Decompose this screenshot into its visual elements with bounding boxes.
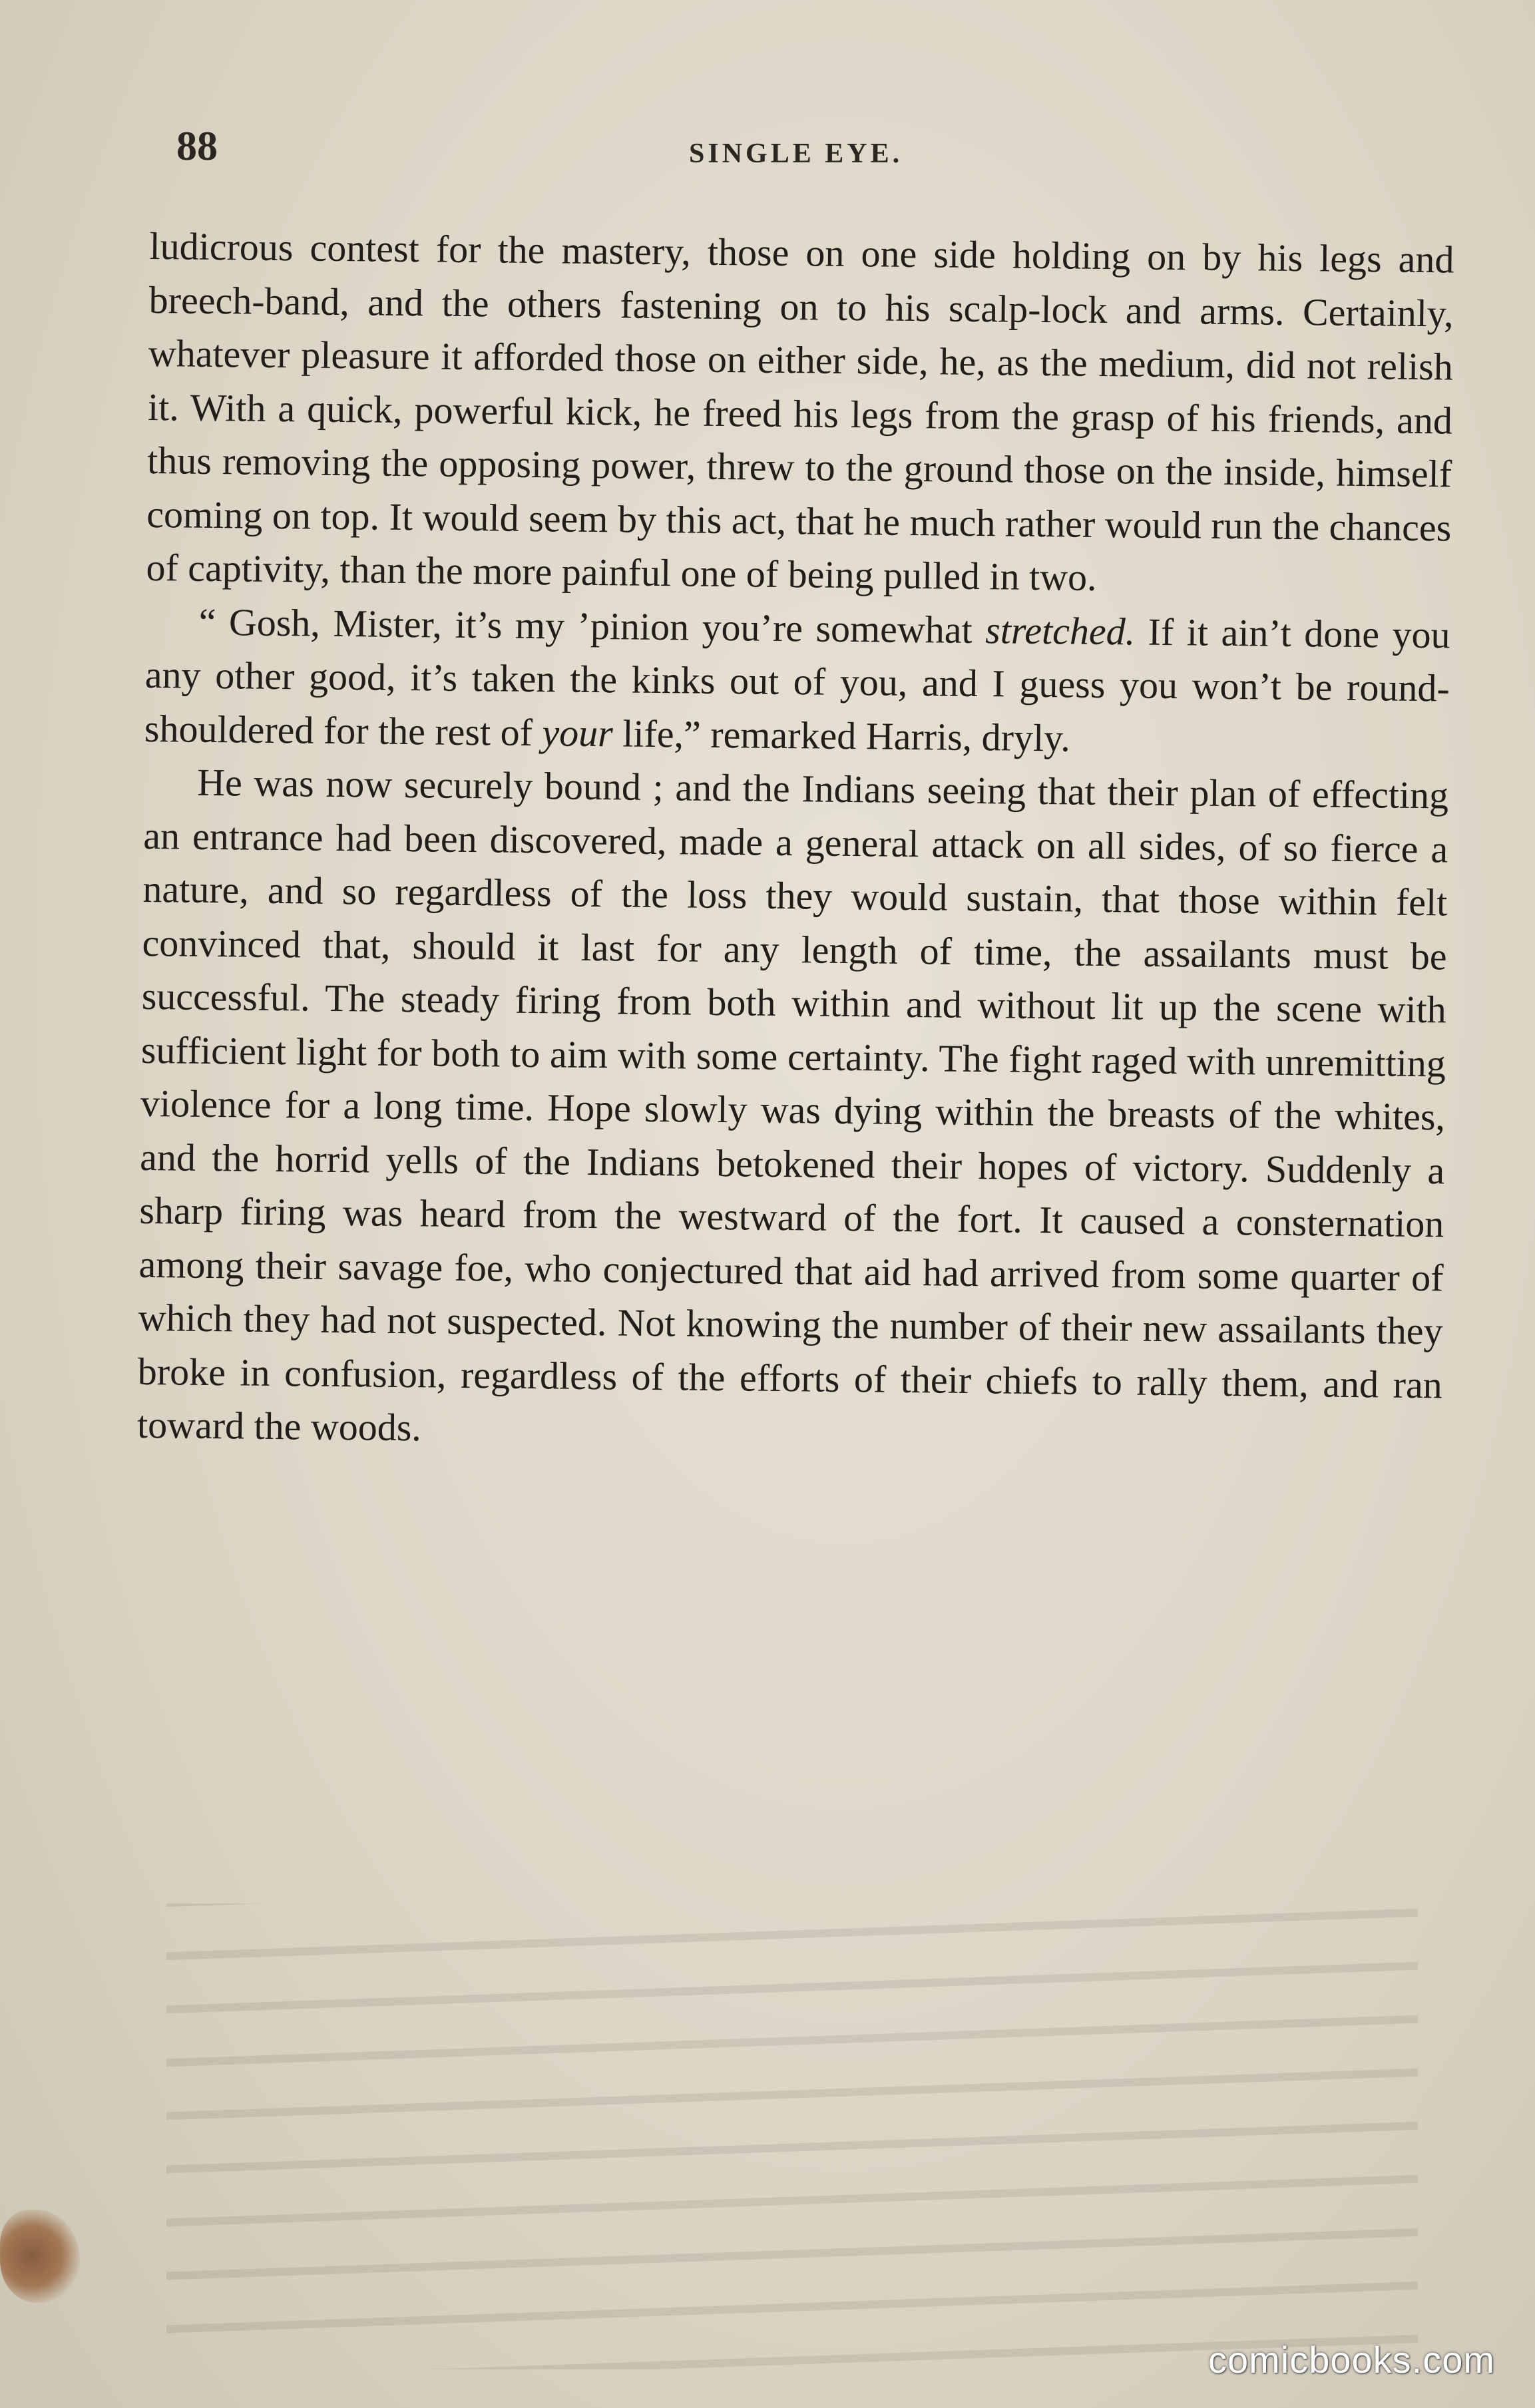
show-through-text [166,1904,1418,2369]
italic-word-your: your [542,710,614,755]
italic-word-stretched: stretched. [985,608,1136,654]
paragraph-3: He was now securely bound ; and the Indians seeing that their plan of effecting an entrance had been discovered, made a general attack on all sides, of so fierce a nature, and so regardless of the loss they would sustain, that those within felt convinced that, should it last for any length of time, the assailants must be successful. The steady firing from both within and without lit up the scene with sufficient light for both to aim with some certainty. The fight raged with unremitting violence for a long time. Hope slowly was dying within the breasts of the whites, and the horrid yells of the Indians betokened their hopes of victory. Suddenly a sharp firing was heard from the westward of the fort. It caused a consternation among their savage foe, who conjectured that aid had arrived from some quarter of which they had not suspected. Not knowing the number of their new assailants they broke in confusion, regardless of the efforts of their chiefs to rally them, and ran toward the woods. [136,760,1449,1450]
paper-stain [0,2210,80,2303]
dialogue-text: If it ain’t done you any other good, it’s taken the kinks out of you, and I guess you won’t be round-shouldered for the rest of [144,610,1450,754]
watermark: comicbooks.com [1207,2339,1495,2381]
dialogue-text: life,” remarked Harris, dryly. [612,711,1071,760]
running-title: SINGLE EYE. [689,138,903,169]
page-number: 88 [176,124,218,169]
dialogue-text: “ Gosh, Mister, it’s my ’pinion you’re somewhat [198,600,986,652]
body-text [137,220,1454,1466]
running-head [170,123,1454,183]
paragraph-2 [144,594,1450,769]
paragraph-1: ludicrous contest for the mastery, those on one side holding on by his legs and breech-band, and the others fastening on to his scalp-lock and arms. Certainly, whatever pleasure it afforded those on either side, he, as the medium, did not relish it. With a quick, powerful kick, he freed his legs from the grasp of his friends, and thus removing the opposing power, threw to the ground those on the inside, himself coming on top. It would seem by this act, that he much rather would run the chances of captivity, than the more painful one of being pulled in two. [146,224,1454,599]
